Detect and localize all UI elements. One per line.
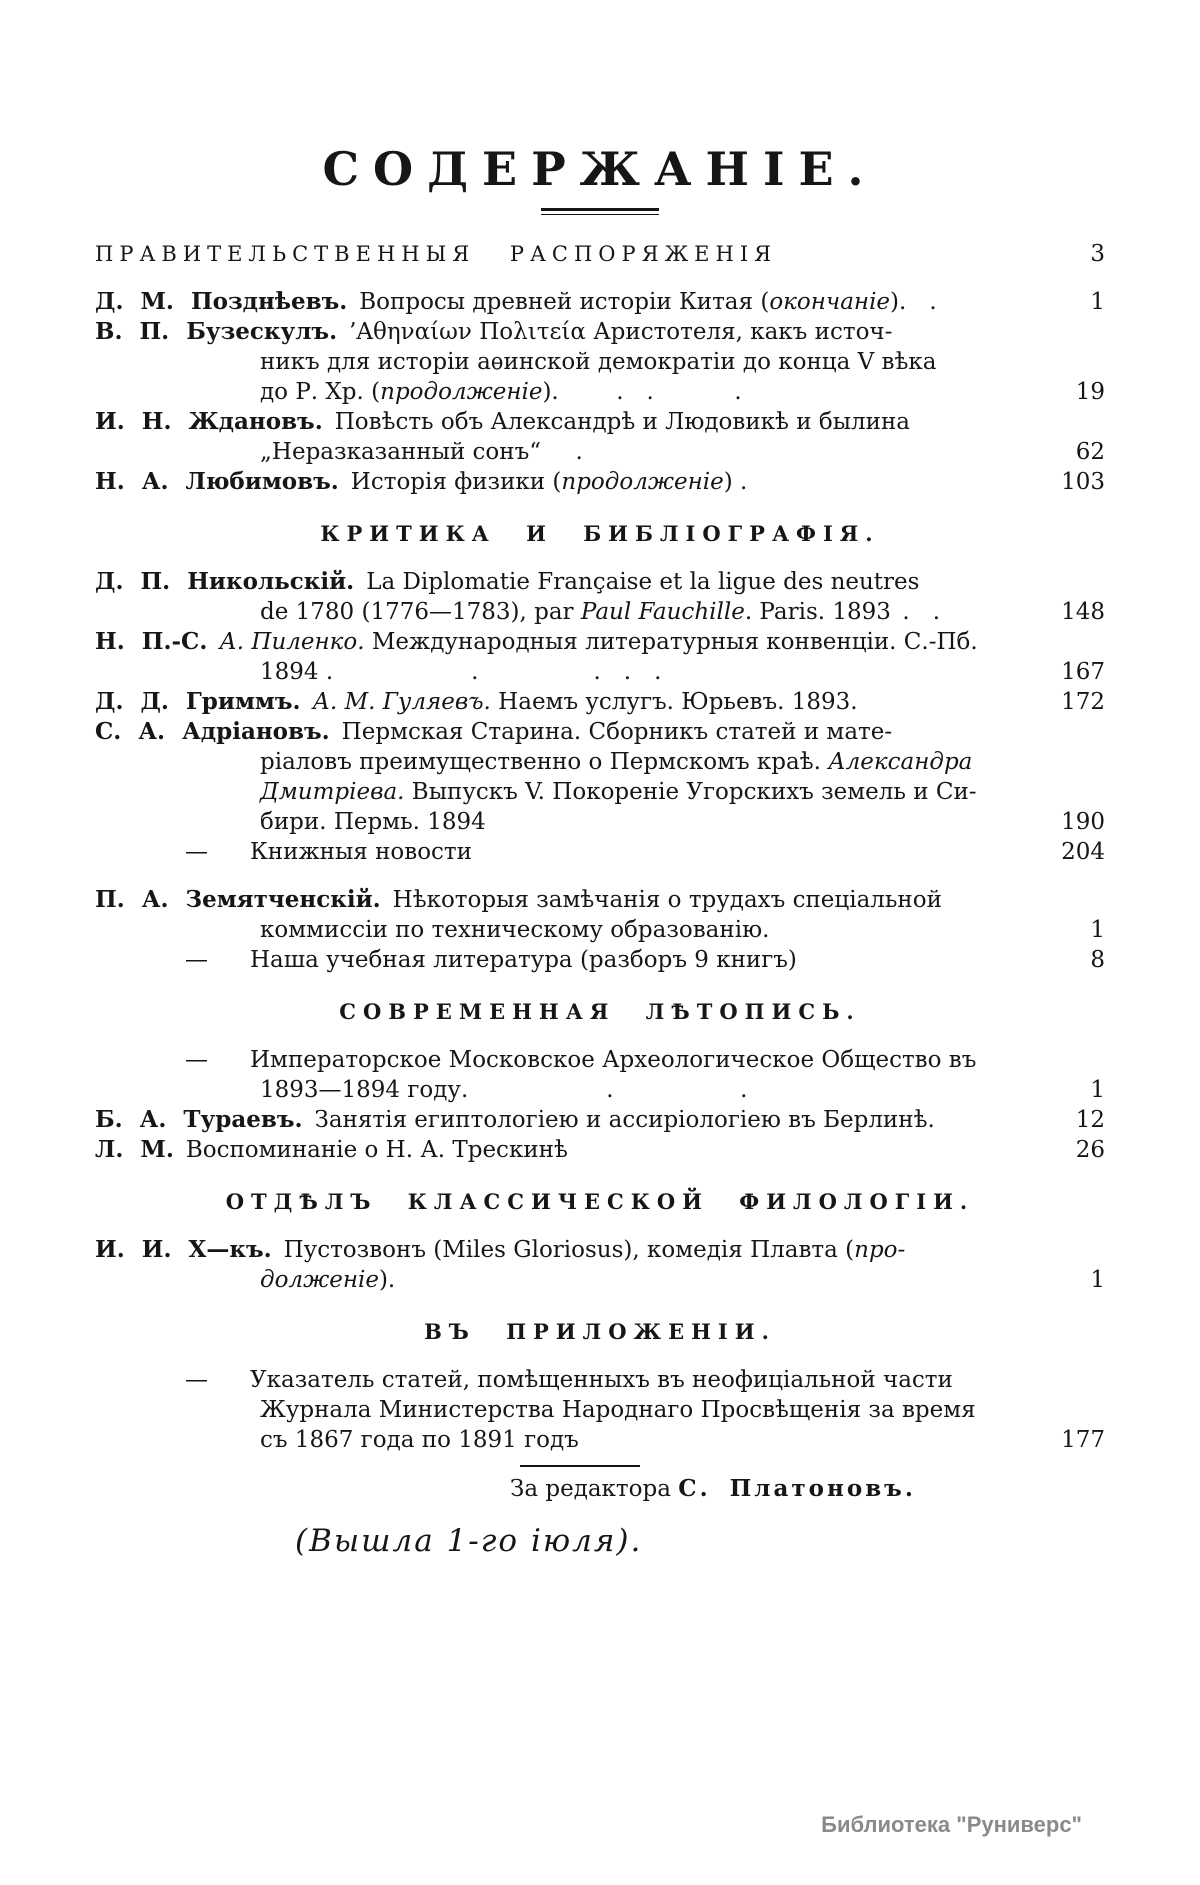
- entry-text-segment: Пермская Старина. Сборникъ статей и мате-: [341, 719, 893, 745]
- entry-line: [95, 807, 1041, 837]
- entry-text-segment: 1894 . . . . .: [260, 659, 662, 685]
- entry-line: [95, 1045, 1041, 1075]
- entry-line: [95, 467, 1041, 497]
- entry-page-number: 103: [1061, 469, 1105, 495]
- page-title: СОДЕРЖАНІЕ.: [322, 142, 878, 196]
- entry-page-number: 12: [1075, 1107, 1105, 1133]
- entry-text-segment: съ 1867 года по 1891 годъ: [260, 1427, 579, 1453]
- toc-entry-row: [95, 1045, 1105, 1105]
- section-header: СОВРЕМЕННАЯ ЛѢТОПИСЬ.: [339, 999, 861, 1024]
- entry-author: И. Н. Ждановъ.: [95, 408, 323, 435]
- entry-text-segment: до Р. Хр. (: [260, 379, 381, 405]
- entry-text-segment: ’Αθηναίων Πολιτεία Аристотеля, какъ источ-: [349, 319, 893, 345]
- entry-line: [95, 567, 1041, 597]
- entry-author: В. П. Бузескулъ.: [95, 318, 338, 345]
- library-watermark: Библиотека "Руниверс": [821, 1812, 1082, 1837]
- entry-author: П. А. Земятченскій.: [95, 886, 381, 913]
- entry-dash: —: [185, 947, 208, 973]
- entry-text-segment: Александра: [828, 749, 973, 775]
- entry-author: Д. П. Никольскій.: [95, 568, 355, 595]
- entry-text-segment: продолженіе: [561, 469, 724, 495]
- entry-text-segment: А. Пиленко.: [219, 629, 365, 655]
- entry-line: [95, 915, 1041, 945]
- entry-text-segment: „Неразказанный сонъ“ .: [260, 439, 583, 465]
- entry-text-segment: ріаловъ преимущественно о Пермскомъ краѣ.: [260, 749, 829, 775]
- toc-entry-row: [95, 945, 1105, 975]
- entry-text-segment: ) .: [723, 469, 748, 495]
- entry-author: Л. М.: [95, 1136, 174, 1163]
- entry-line: [95, 945, 1041, 975]
- entry-page-number: 204: [1061, 839, 1105, 865]
- entry-author: Б. А. Тураевъ.: [95, 1106, 303, 1133]
- entry-line: [95, 597, 1041, 627]
- entry-page-number: 148: [1061, 599, 1105, 625]
- entry-text: [95, 627, 1041, 687]
- entry-text-segment: Международныя литературныя конвенціи. С.-Пб.: [364, 629, 978, 655]
- entry-text: [95, 1135, 1041, 1165]
- entry-line: [95, 837, 1041, 867]
- entry-text-segment: Указатель статей, помѣщенныхъ въ неофиціальной части: [250, 1367, 953, 1393]
- entry-page-number: 3: [1090, 241, 1105, 267]
- entry-page-number: 19: [1075, 379, 1105, 405]
- entry-page-number: 190: [1061, 809, 1105, 835]
- toc-entry-row: [95, 885, 1105, 945]
- entry-text: [95, 1235, 1041, 1295]
- section-header: КРИТИКА И БИБЛІОГРАФІЯ.: [320, 521, 880, 546]
- entry-page-number: 1: [1090, 1077, 1105, 1103]
- entry-line: [95, 1395, 1041, 1425]
- toc-entry-row: [95, 407, 1105, 467]
- entry-author: С. А. Адріановъ.: [95, 718, 330, 745]
- entry-text: [95, 885, 1041, 945]
- entry-text-segment: про-: [854, 1237, 906, 1263]
- entry-text-segment: . Paris. 1893 . .: [744, 599, 941, 625]
- entry-text-segment: бири. Пермь. 1894: [260, 809, 486, 835]
- entry-author: Н. П.-С.: [95, 628, 208, 655]
- toc-entry-row: [95, 1135, 1105, 1165]
- entry-text-segment: Нѣкоторыя замѣчанія о трудахъ спеціальной: [392, 887, 942, 913]
- toc-entry-row: [95, 287, 1105, 317]
- toc-content: [95, 142, 1105, 1559]
- footer-rule: [520, 1465, 640, 1467]
- entry-page-number: 177: [1061, 1427, 1105, 1453]
- entry-line: [95, 1075, 1041, 1105]
- entry-author: Н. А. Любимовъ.: [95, 468, 339, 495]
- entry-text-segment: Журнала Министерства Народнаго Просвѣщенія за время: [260, 1397, 976, 1423]
- toc-caps-row: [95, 239, 1105, 269]
- entry-text-segment: продолженіе: [380, 379, 543, 405]
- entry-text-segment: ). . . .: [542, 379, 742, 405]
- toc-list: [95, 239, 1105, 1455]
- entry-line: [95, 1105, 1041, 1135]
- entry-text-segment: Воспоминаніе о Н. А. Трескинѣ: [185, 1137, 568, 1163]
- entry-text-segment: 1893—1894 году. . .: [260, 1077, 748, 1103]
- entry-text-segment: Пустозвонъ (Miles Gloriosus), комедія Плавта (: [283, 1237, 855, 1263]
- toc-entry-row: [95, 467, 1105, 497]
- section-header: ВЪ ПРИЛОЖЕНІИ.: [424, 1319, 776, 1344]
- entry-text-segment: Наемъ услугъ. Юрьевъ. 1893.: [490, 689, 858, 715]
- entry-text-segment: ).: [378, 1267, 396, 1293]
- entry-page-number: 62: [1075, 439, 1105, 465]
- entry-line: [95, 885, 1041, 915]
- entry-text: [95, 467, 1041, 497]
- entry-text: [95, 945, 1041, 975]
- entry-text: [95, 1365, 1041, 1455]
- entry-page-number: 172: [1061, 689, 1105, 715]
- entry-line: [95, 1365, 1041, 1395]
- entry-line: [95, 747, 1041, 777]
- entry-text-segment: La Diplomatie Française et la ligue des neutres: [366, 569, 920, 595]
- entry-text: [95, 287, 1041, 317]
- entry-dash: —: [185, 1047, 208, 1073]
- title-double-rule: [541, 208, 659, 215]
- entry-line: [95, 1425, 1041, 1455]
- entry-line: [95, 407, 1041, 437]
- entry-dash: —: [185, 839, 208, 865]
- toc-entry-row: [95, 717, 1105, 837]
- entry-line: [95, 777, 1041, 807]
- entry-page-number: 1: [1090, 289, 1105, 315]
- entry-text-segment: Вопросы древней исторіи Китая (: [359, 289, 770, 315]
- entry-text: [95, 567, 1041, 627]
- entry-line: [95, 317, 1041, 347]
- section-header: ОТДѢЛЪ КЛАССИЧЕСКОЙ ФИЛОЛОГІИ.: [225, 1189, 975, 1214]
- entry-text-segment: Занятія египтологіею и ассиріологіею въ Берлинѣ.: [314, 1107, 935, 1133]
- entry-line: [95, 1235, 1041, 1265]
- entry-page-number: 8: [1090, 947, 1105, 973]
- entry-line: [95, 347, 1041, 377]
- editor-name: С. Платоновъ.: [678, 1475, 916, 1502]
- toc-entry-row: [95, 627, 1105, 687]
- toc-entry-row: [95, 1105, 1105, 1135]
- toc-entry-row: [95, 687, 1105, 717]
- entry-text: [95, 1105, 1041, 1135]
- entry-page-number: 26: [1075, 1137, 1105, 1163]
- entry-line: [95, 287, 1041, 317]
- entry-page-number: 1: [1090, 917, 1105, 943]
- toc-entry-row: [95, 837, 1105, 867]
- entry-author: Д. Д. Гриммъ.: [95, 688, 301, 715]
- entry-text-segment: Императорское Московское Археологическое Общество въ: [250, 1047, 977, 1073]
- entry-line: [95, 377, 1041, 407]
- entry-text: ПРАВИТЕЛЬСТВЕННЫЯ РАСПОРЯЖЕНІЯ: [95, 242, 778, 266]
- entry-line: [95, 437, 1041, 467]
- entry-text-segment: Исторія физики (: [350, 469, 562, 495]
- entry-text-segment: ). .: [890, 289, 937, 315]
- entry-text-segment: Дмитріева.: [260, 779, 405, 805]
- editor-line: [95, 1473, 1105, 1505]
- entry-text-segment: de 1780 (1776—1783), par: [260, 599, 581, 625]
- entry-text-segment: Выпускъ V. Покореніе Угорскихъ земель и Си-: [404, 779, 977, 805]
- entry-text-segment: коммиссіи по техническому образованію.: [260, 917, 770, 943]
- entry-text-segment: долженіе: [260, 1267, 379, 1293]
- entry-text-segment: А. М. Гуляевъ.: [312, 689, 491, 715]
- entry-text-segment: Повѣсть объ Александрѣ и Людовикѣ и былина: [334, 409, 910, 435]
- entry-text-segment: Paul Fauchille: [580, 599, 745, 625]
- entry-line: [95, 627, 1041, 657]
- entry-text-segment: окончаніе: [769, 289, 891, 315]
- release-note: (Вышла 1-го іюля).: [295, 1523, 643, 1559]
- toc-entry-row: [95, 567, 1105, 627]
- entry-line: [95, 717, 1041, 747]
- toc-entry-row: [95, 317, 1105, 407]
- editor-prefix: За редактора: [510, 1476, 671, 1502]
- toc-entry-row: [95, 1365, 1105, 1455]
- entry-page-number: 167: [1061, 659, 1105, 685]
- entry-line: [95, 1135, 1041, 1165]
- entry-text-segment: никъ для исторіи аѳинской демократіи до конца V вѣка: [260, 349, 937, 375]
- entry-dash: —: [185, 1367, 208, 1393]
- entry-text-segment: Наша учебная литература (разборъ 9 книгъ): [250, 947, 797, 973]
- toc-entry-row: [95, 1235, 1105, 1295]
- entry-author: Д. М. Позднѣевъ.: [95, 288, 348, 315]
- entry-text: [95, 717, 1041, 837]
- entry-text: [95, 837, 1041, 867]
- entry-page-number: 1: [1090, 1267, 1105, 1293]
- entry-text: [95, 317, 1041, 407]
- entry-text-segment: Книжныя новости: [250, 839, 472, 865]
- entry-text: [95, 407, 1041, 467]
- entry-author: И. И. Х—къ.: [95, 1236, 272, 1263]
- entry-text: [95, 687, 1041, 717]
- entry-line: [95, 657, 1041, 687]
- entry-text: [95, 1045, 1041, 1105]
- entry-line: [95, 1265, 1041, 1295]
- entry-line: [95, 687, 1041, 717]
